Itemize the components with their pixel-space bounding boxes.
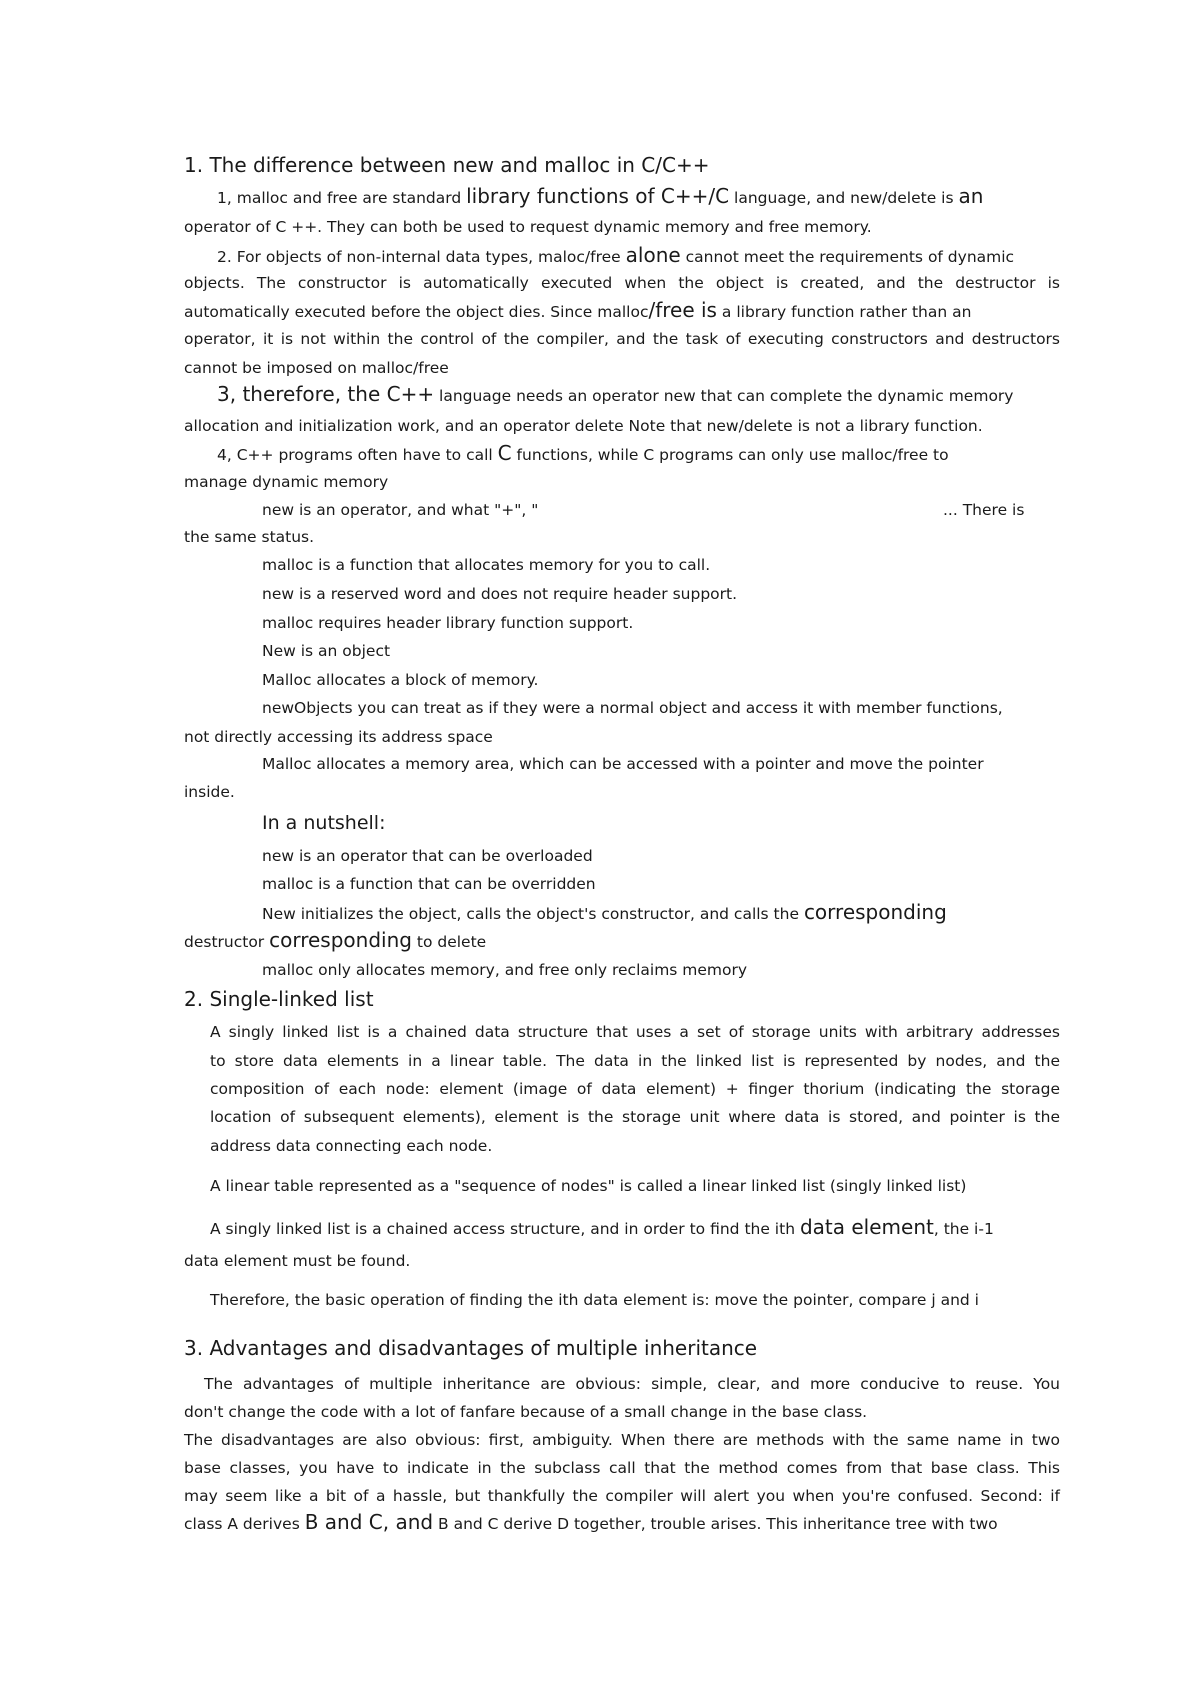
s2-paragraph-1-line-2: to store data elements in a linear table. The data in the linked list is represented by nodes, and the <box>210 1052 1060 1070</box>
s1-paragraph-2-line-1 <box>217 245 1014 267</box>
s1-item-1: malloc is a function that allocates memory for you to call. <box>262 556 711 574</box>
s3-line-5: may seem like a bit of a hassle, but thankfully the compiler will alert you when you're confused. Second: if <box>184 1487 1060 1505</box>
s1-item-4: New is an object <box>262 642 391 660</box>
s1-paragraph-2-line-3 <box>184 300 971 322</box>
s2-paragraph-4: Therefore, the basic operation of finding the ith data element is: move the pointer, compare j and i <box>210 1291 979 1309</box>
s2-paragraph-1-line-4: location of subsequent elements), element is the storage unit where data is stored, and pointer is the <box>210 1108 1060 1126</box>
s1-nutshell-item-3-line-2 <box>184 930 486 952</box>
s1-paragraph-2-line-5: cannot be imposed on malloc/free <box>184 359 449 377</box>
s2-paragraph-3-line-2: data element must be found. <box>184 1252 411 1270</box>
text-run: C <box>497 441 512 465</box>
s1-nutshell-heading: In a nutshell: <box>262 812 386 834</box>
text-run: class A derives <box>184 1515 305 1533</box>
text-run: cannot meet the requirements of dynamic <box>680 248 1015 266</box>
s1-paragraph-4-line-1 <box>217 443 949 465</box>
text-run: data element <box>799 1215 934 1239</box>
s1-item-7-line-1: Malloc allocates a memory area, which can be accessed with a pointer and move the pointer <box>262 755 984 773</box>
section-1-heading: 1. The difference between new and malloc in C/C++ <box>184 153 710 177</box>
section-3-heading: 3. Advantages and disadvantages of multiple inheritance <box>184 1336 758 1360</box>
s1-nutshell-item-4: malloc only allocates memory, and free only reclaims memory <box>262 961 748 979</box>
s3-line-1: The advantages of multiple inheritance are obvious: simple, clear, and more conducive to reuse. You <box>204 1375 1060 1393</box>
text-run: 2. For objects of non-internal data types, maloc/free <box>217 248 626 266</box>
text-run: alone <box>625 243 681 267</box>
s3-line-2: don't change the code with a lot of fanfare because of a small change in the base class. <box>184 1403 868 1421</box>
text-run: a library function rather than an <box>716 303 972 321</box>
s1-item-2: new is a reserved word and does not require header support. <box>262 585 738 603</box>
text-run: corresponding <box>803 900 947 924</box>
text-run: 1, malloc and free are standard <box>217 189 467 207</box>
text-run: library functions of C++/C <box>466 184 730 208</box>
text-run: automatically executed before the object dies. Since malloc <box>184 303 649 321</box>
text-run: language needs an operator new that can complete the dynamic memory <box>434 387 1014 405</box>
s1-paragraph-3-line-1 <box>217 384 1013 406</box>
s1-paragraph-1-line-2: operator of C ++. They can both be used to request dynamic memory and free memory. <box>184 218 872 236</box>
text-run: A singly linked list is a chained access structure, and in order to find the ith <box>210 1220 800 1238</box>
text-run: /free is <box>648 298 717 322</box>
text-run: 4, C++ programs often have to call <box>217 446 498 464</box>
text-run: functions, while C programs can only use malloc/free to <box>511 446 949 464</box>
s1-paragraph-1-line-1 <box>217 186 983 208</box>
text-run: B and C derive D together, trouble arises. This inheritance tree with two <box>433 1515 998 1533</box>
s1-nutshell-item-1: new is an operator that can be overloaded <box>262 847 593 865</box>
s1-paragraph-5-line-1a: new is an operator, and what "+", " <box>262 501 539 519</box>
s1-nutshell-item-3-line-1 <box>262 902 947 924</box>
text-run: , the i-1 <box>933 1220 994 1238</box>
s2-paragraph-2: A linear table represented as a "sequence of nodes" is called a linear linked list (singly linked list) <box>210 1177 967 1195</box>
s2-paragraph-1-line-5: address data connecting each node. <box>210 1137 493 1155</box>
text-run: language, and new/delete is <box>729 189 959 207</box>
s1-item-3: malloc requires header library function support. <box>262 614 634 632</box>
s1-item-6-line-2: not directly accessing its address space <box>184 728 493 746</box>
s1-paragraph-2-line-4: operator, it is not within the control of the compiler, and the task of executing constructors and destructors <box>184 330 1060 348</box>
text-run: 3, therefore, the C++ <box>217 382 435 406</box>
text-run: New initializes the object, calls the object's constructor, and calls the <box>262 905 804 923</box>
s2-paragraph-1-line-1: A singly linked list is a chained data structure that uses a set of storage units with arbitrary addresses <box>210 1023 1060 1041</box>
s1-item-7-line-2: inside. <box>184 783 235 801</box>
s1-item-6-line-1: newObjects you can treat as if they were a normal object and access it with member functions, <box>262 699 1003 717</box>
text-run: destructor <box>184 933 270 951</box>
s1-paragraph-5-line-1b: ... There is <box>943 501 1025 519</box>
text-run: to delete <box>411 933 487 951</box>
s1-paragraph-3-line-2: allocation and initialization work, and an operator delete Note that new/delete is not a library function. <box>184 417 983 435</box>
s1-paragraph-4-line-2: manage dynamic memory <box>184 473 389 491</box>
s2-paragraph-3-line-1 <box>210 1217 994 1239</box>
s1-paragraph-5-line-2: the same status. <box>184 528 315 546</box>
s3-line-3: The disadvantages are also obvious: first, ambiguity. When there are methods with the same name in two <box>184 1431 1060 1449</box>
s1-paragraph-2-line-2: objects. The constructor is automatically executed when the object is created, and the destructor is <box>184 274 1060 292</box>
s2-paragraph-1-line-3: composition of each node: element (image of data element) + finger thorium (indicating the storage <box>210 1080 1060 1098</box>
text-run: an <box>958 184 984 208</box>
s3-line-4: base classes, you have to indicate in the subclass call that the method comes from that base class. This <box>184 1459 1060 1477</box>
text-run: corresponding <box>269 928 412 952</box>
s1-nutshell-item-2: malloc is a function that can be overridden <box>262 875 596 893</box>
text-run: B and C, and <box>304 1510 434 1534</box>
s1-item-5: Malloc allocates a block of memory. <box>262 671 539 689</box>
s3-line-6 <box>184 1512 998 1534</box>
section-2-heading: 2. Single-linked list <box>184 987 374 1011</box>
